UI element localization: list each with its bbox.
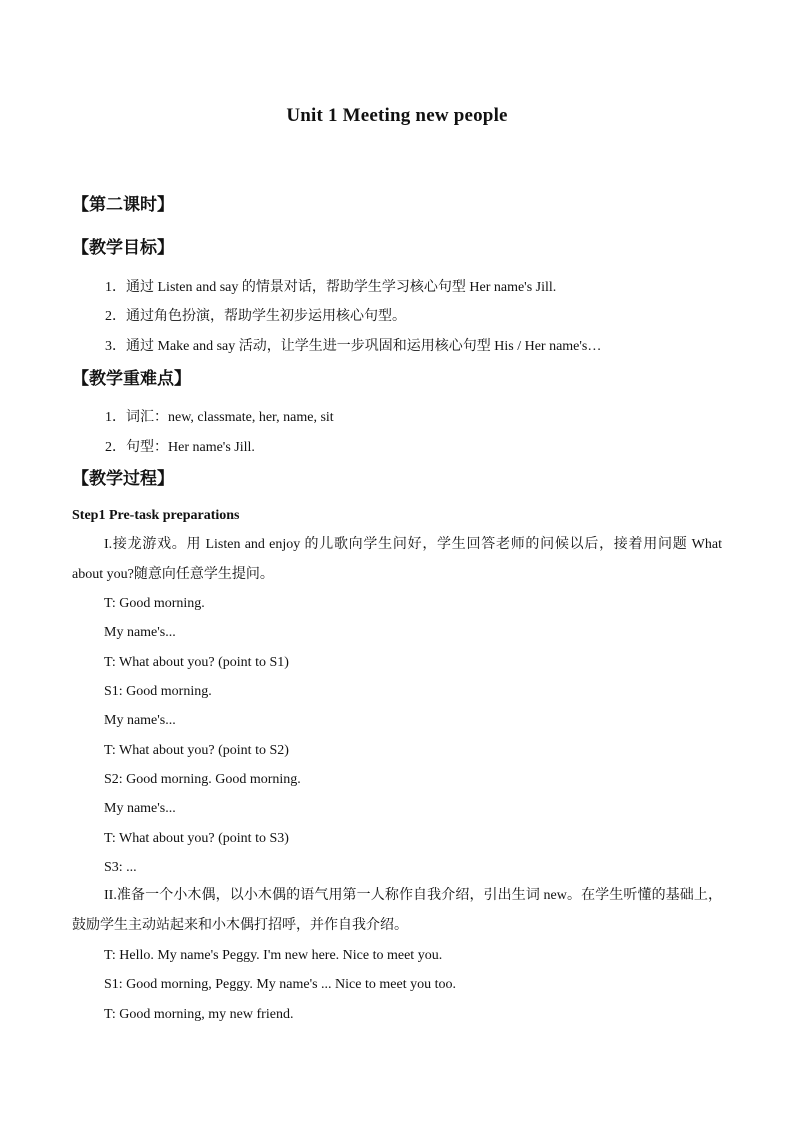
objective-item-3: 3．通过 Make and say 活动，让学生进一步巩固和运用核心句型 His / Her name's…	[105, 339, 602, 354]
dialogue-line: My name's...	[104, 625, 176, 640]
dialogue-line: T: Good morning, my new friend.	[104, 1007, 294, 1022]
objective-item-1: 1．通过 Listen and say 的情景对话，帮助学生学习核心句型 Her name's Jill.	[105, 280, 557, 295]
dialogue-line: S2: Good morning. Good morning.	[104, 772, 301, 787]
dialogue-line: T: What about you? (point to S3)	[104, 831, 289, 846]
process-paragraph-1: I.接龙游戏。用 Listen and enjoy 的儿歌向学生问好，学生回答老师的问候以后，接着用问题 What about you?随意向任意学生提问。	[72, 537, 722, 582]
dialogue-line: T: Good morning.	[104, 596, 205, 611]
dialogue-line: T: What about you? (point to S2)	[104, 743, 289, 758]
dialogue-line: S3: ...	[104, 860, 137, 875]
dialogue-line: My name's...	[104, 801, 176, 816]
process-paragraph-2: II.准备一个小木偶，以小木偶的语气用第一人称作自我介绍，引出生词 new。在学生听懂的基础上，鼓励学生主动站起来和小木偶打招呼，并作自我介绍。	[72, 888, 722, 933]
dialogue-line: S1: Good morning.	[104, 684, 212, 699]
dialogue-line: T: Hello. My name's Peggy. I'm new here. Nice to meet you.	[104, 948, 443, 963]
objectives-heading: 【教学目标】	[72, 238, 174, 257]
dialogue-line: My name's...	[104, 713, 176, 728]
objective-item-2: 2．通过角色扮演，帮助学生初步运用核心句型。	[105, 309, 406, 324]
key-points-heading: 【教学重难点】	[72, 369, 191, 388]
lesson-label: 【第二课时】	[72, 195, 174, 214]
dialogue-line: T: What about you? (point to S1)	[104, 655, 289, 670]
key-point-item-2: 2．句型：Her name's Jill.	[105, 440, 255, 455]
document-title: Unit 1 Meeting new people	[286, 105, 508, 126]
step1-title: Step1 Pre-task preparations	[72, 508, 240, 523]
dialogue-line: S1: Good morning, Peggy. My name's ... Nice to meet you too.	[104, 977, 456, 992]
key-point-item-1: 1．词汇：new, classmate, her, name, sit	[105, 410, 334, 425]
process-heading: 【教学过程】	[72, 469, 174, 488]
